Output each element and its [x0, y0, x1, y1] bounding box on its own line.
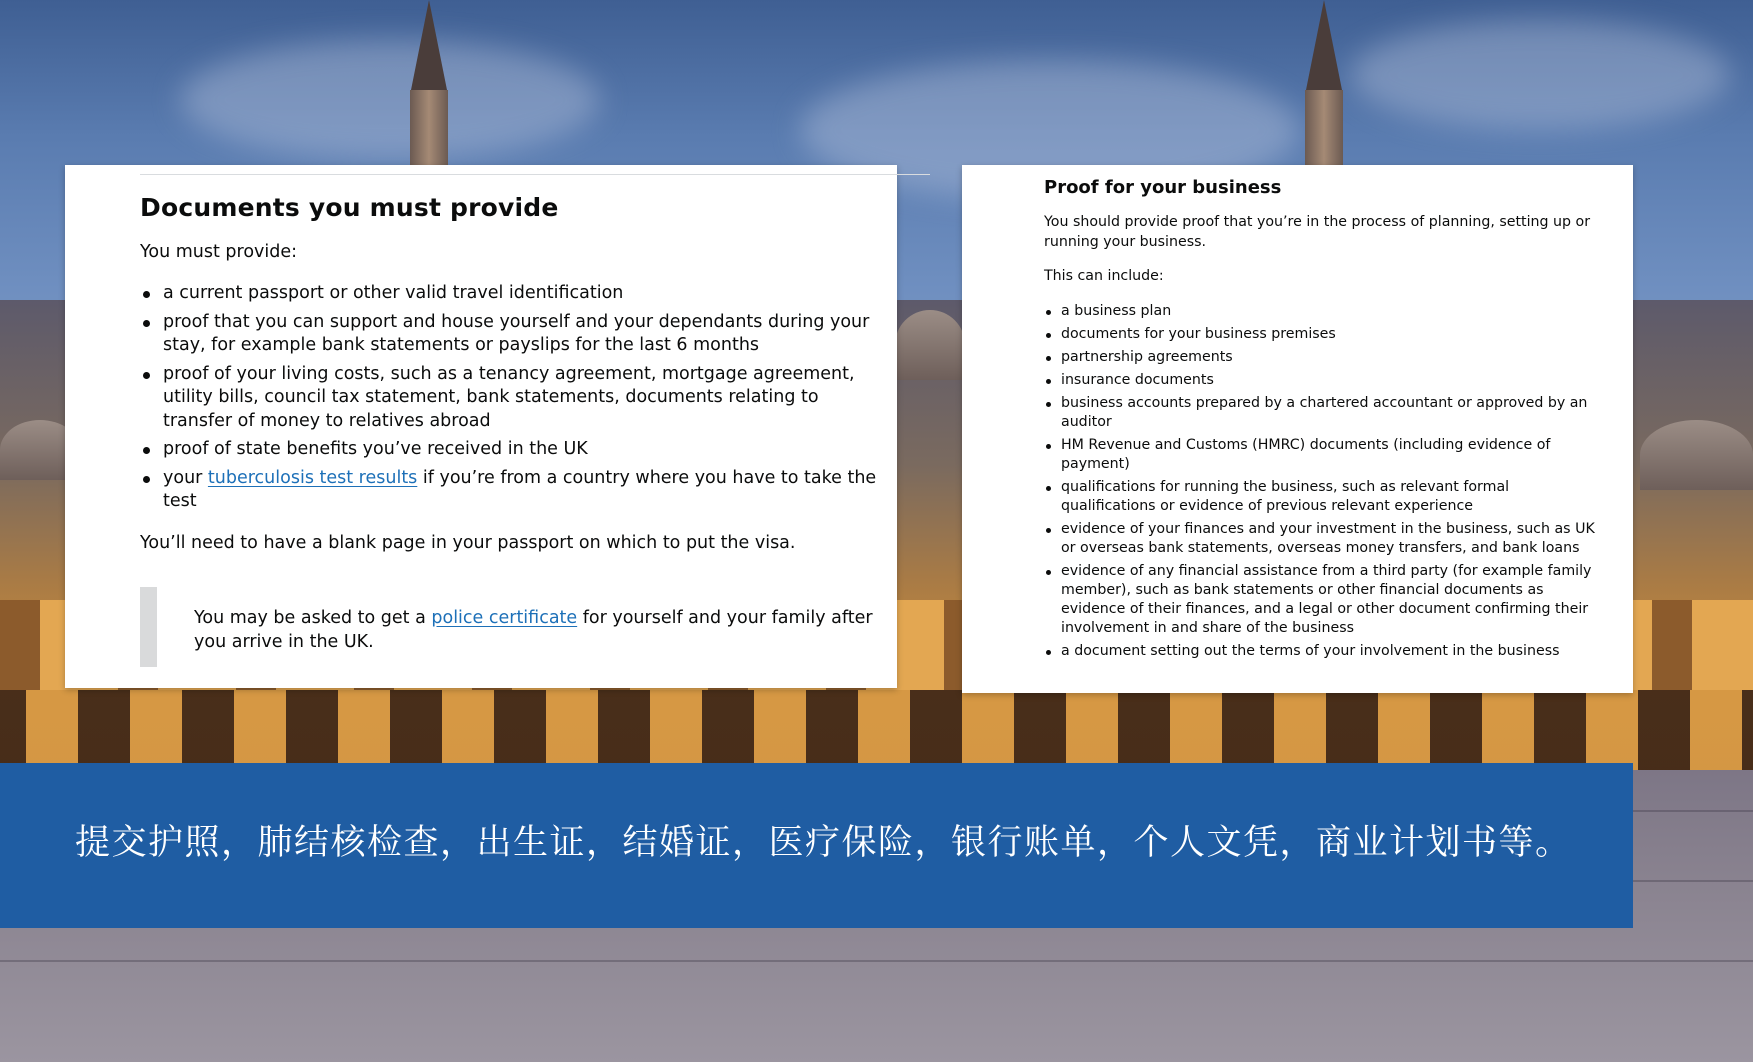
- dome: [895, 310, 965, 380]
- list-item-text: if you’re from a country where you have to take the test: [163, 467, 877, 511]
- police-certificate-link[interactable]: police certificate: [431, 608, 578, 628]
- list-item: HM Revenue and Customs (HMRC) documents (including evidence of payment): [1044, 436, 1604, 474]
- list-item: insurance documents: [1044, 371, 1604, 390]
- list-item: proof that you can support and house yourself and your dependants during your stay, for example bank statements or payslips for the last 6 months: [140, 311, 880, 358]
- documents-intro: You must provide:: [140, 242, 298, 262]
- list-item: a business plan: [1044, 302, 1604, 321]
- caption-text: 提交护照，肺结核检查，出生证，结婚证，医疗保险，银行账单，个人文凭，商业计划书等。: [75, 823, 1572, 863]
- list-item-text: your: [163, 467, 208, 488]
- list-item: [140, 467, 880, 514]
- cloud: [1350, 20, 1730, 130]
- caption-banner: [0, 763, 1633, 928]
- list-item: a current passport or other valid travel identification: [140, 282, 880, 306]
- documents-list: [140, 282, 880, 519]
- inset-text-part: for yourself and your family after you arrive in the UK.: [194, 608, 873, 652]
- section-divider: [140, 174, 930, 175]
- list-item: qualifications for running the business, such as relevant formal qualifications or evidence of previous relevant experience: [1044, 478, 1604, 516]
- business-list: [1044, 302, 1604, 665]
- inset-text: [194, 607, 874, 654]
- documents-card: [65, 165, 897, 688]
- list-item: proof of your living costs, such as a tenancy agreement, mortgage agreement, utility bills, council tax statement, bank statements, documents relating to transfer of money to relatives abroad: [140, 363, 880, 434]
- dome: [1640, 420, 1753, 490]
- business-heading: Proof for your business: [1044, 177, 1282, 198]
- documents-heading: Documents you must provide: [140, 193, 559, 222]
- list-item: a document setting out the terms of your involvement in the business: [1044, 642, 1604, 661]
- passport-note: You’ll need to have a blank page in your passport on which to put the visa.: [140, 533, 796, 553]
- list-item: evidence of your finances and your investment in the business, such as UK or overseas bank statements, overseas money transfers, and bank loans: [1044, 520, 1604, 558]
- list-item: documents for your business premises: [1044, 325, 1604, 344]
- list-item: partnership agreements: [1044, 348, 1604, 367]
- minaret-spire: [411, 0, 447, 90]
- inset-text-part: You may be asked to get a: [194, 608, 432, 628]
- tuberculosis-link[interactable]: tuberculosis test results: [207, 467, 418, 488]
- list-item: evidence of any financial assistance from a third party (for example family member), such as bank statements or other financial documents as evidence of their finances, and a legal or other document confirming their involvement in and share of the business: [1044, 562, 1604, 638]
- list-item: proof of state benefits you’ve received in the UK: [140, 438, 880, 462]
- list-item: business accounts prepared by a chartered accountant or approved by an auditor: [1044, 394, 1604, 432]
- business-subintro: This can include:: [1044, 268, 1164, 284]
- inset-notice: [140, 587, 877, 667]
- minaret-spire: [1306, 0, 1342, 90]
- business-intro: You should provide proof that you’re in the process of planning, setting up or running your business.: [1044, 214, 1591, 250]
- business-proof-card: [962, 165, 1633, 693]
- cloud: [180, 40, 600, 160]
- paving-joint: [0, 960, 1753, 962]
